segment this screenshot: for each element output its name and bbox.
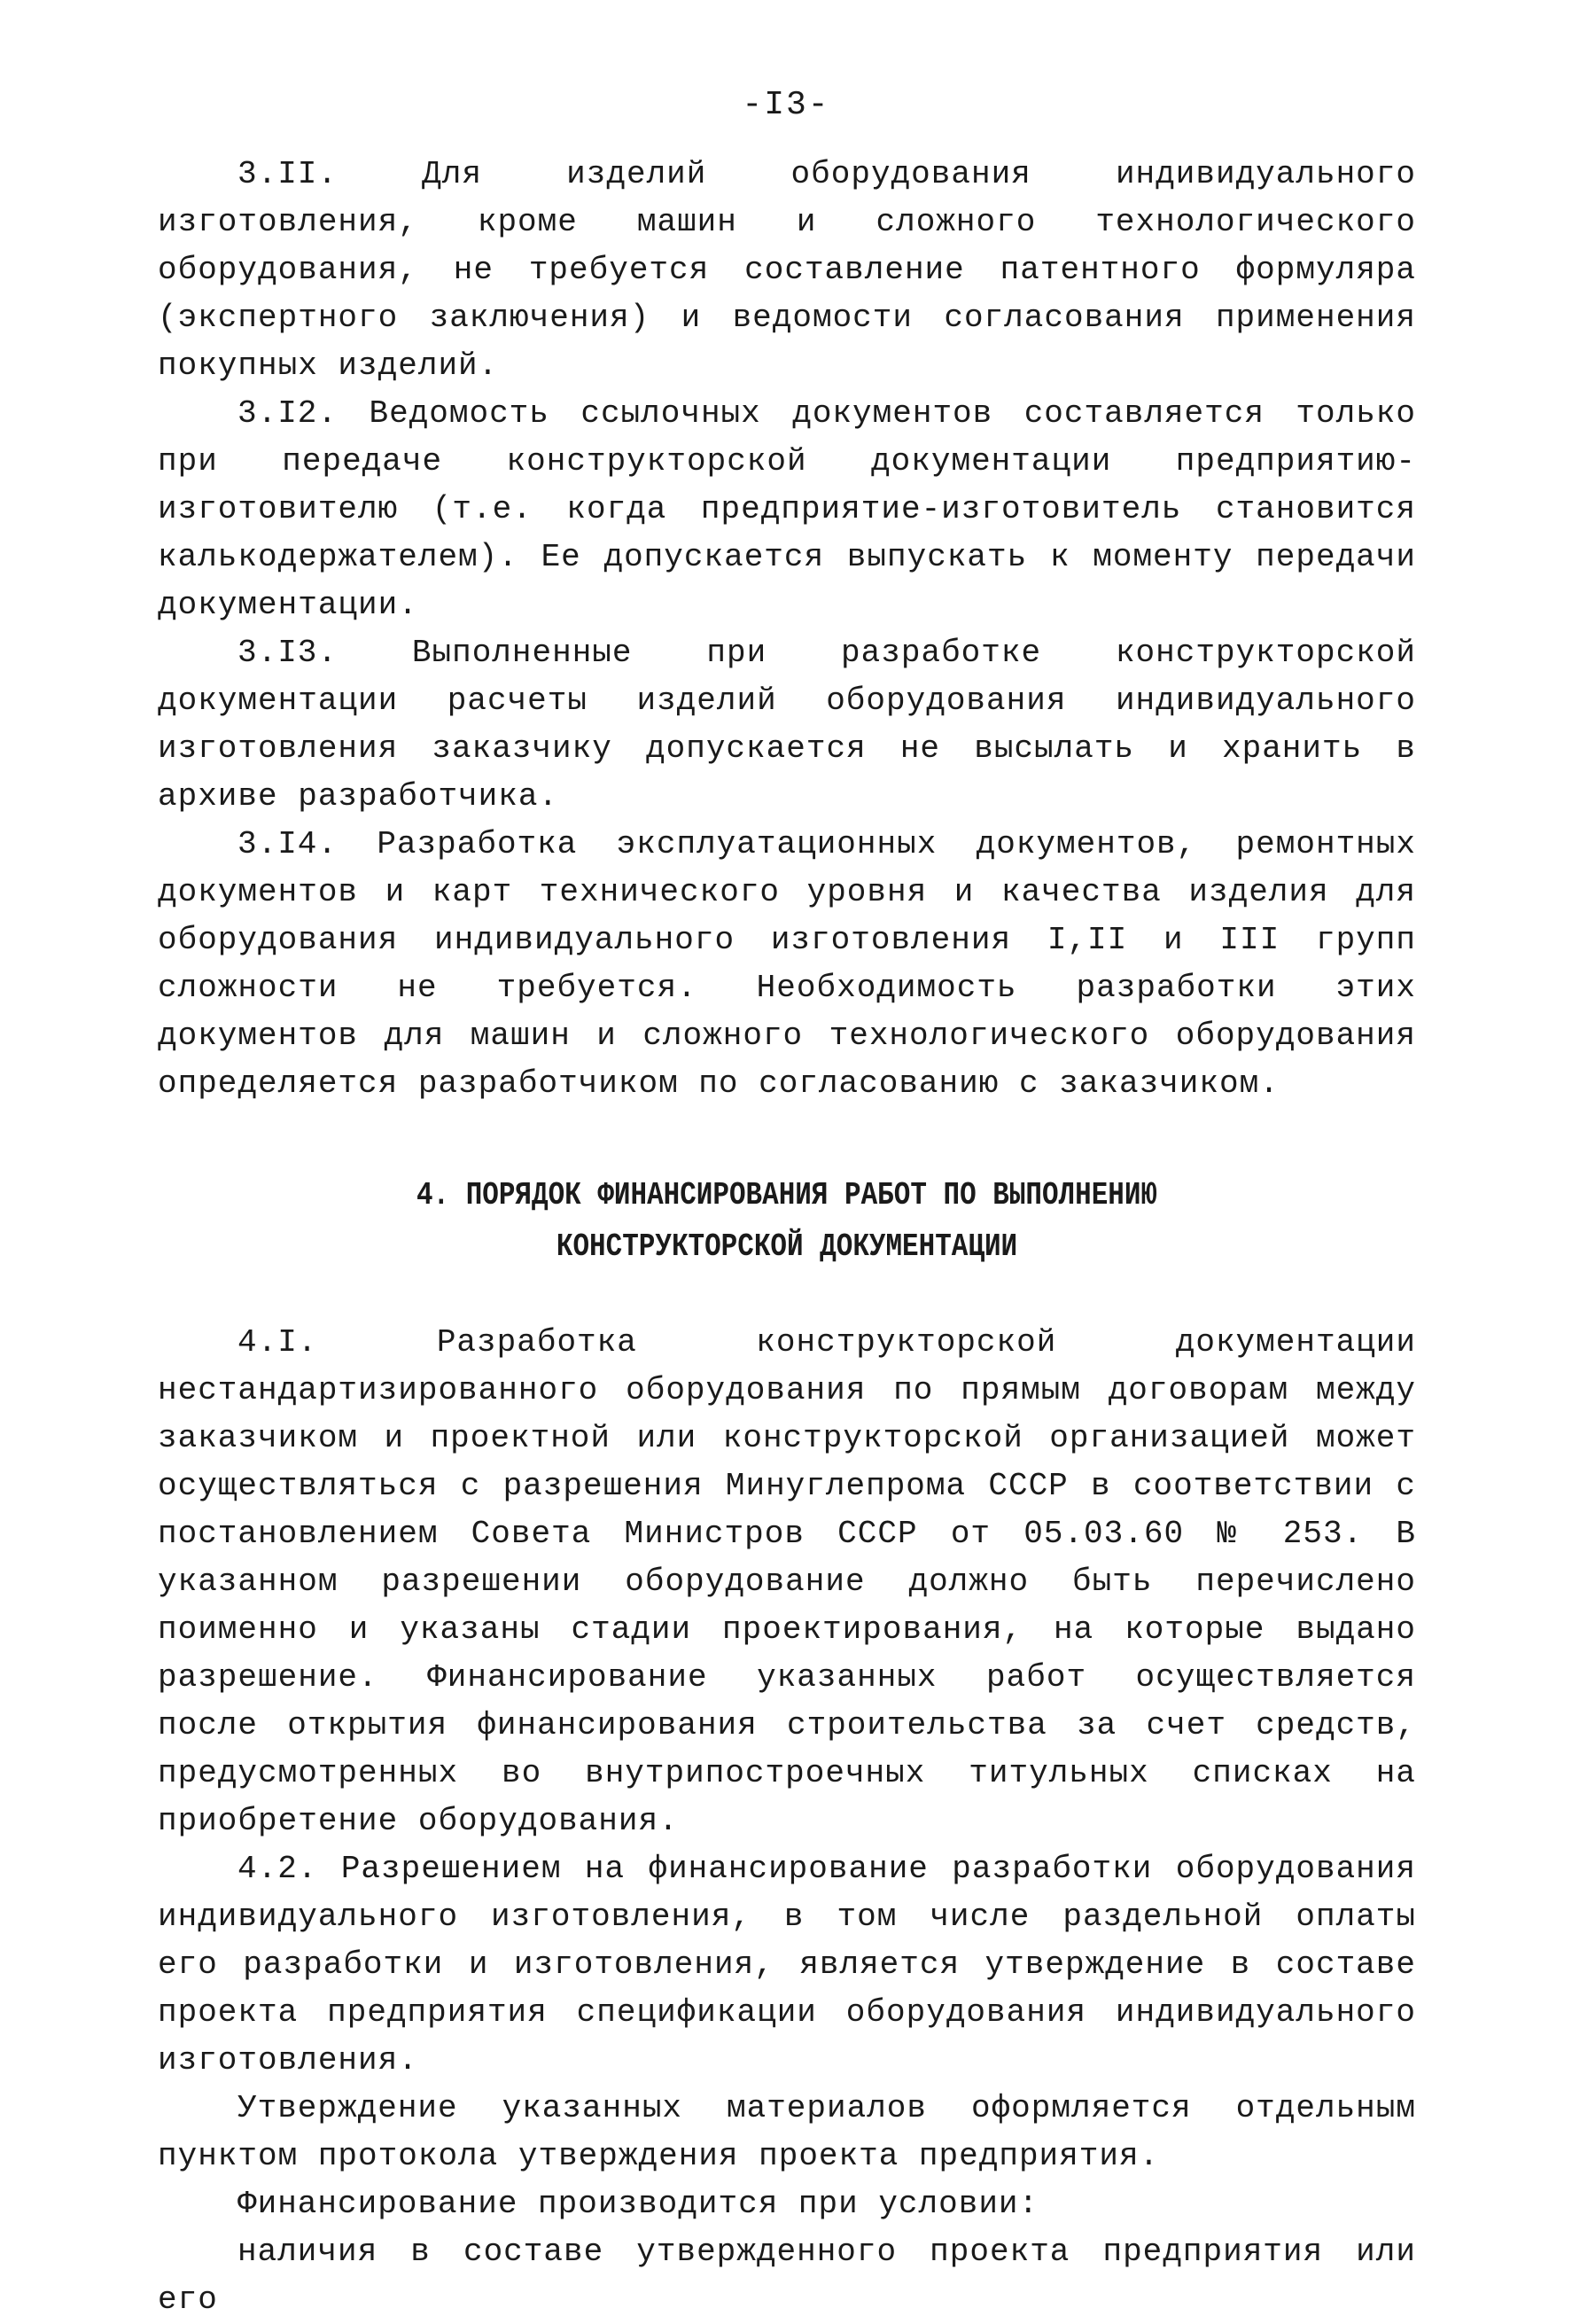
paragraph-4-2: 4.2. Разрешением на финансирование разработки оборудования индивидуального изготовления, в том числе раздельной оплаты его разработки и изготовления, является утверждение в составе проекта предприятия спецификации оборудования индивидуального изготовления. <box>158 1851 1416 2078</box>
section-4-heading <box>245 1170 1327 1273</box>
paragraph-3-14: 3.I4. Разработка эксплуатационных документов, ремонтных документов и карт технического уровня и качества изделия для оборудования индивидуального изготовления I,II и III групп сложности не требуется. Необходимость разработки этих документов для машин и сложного технологического оборудования определяется разработчиком по согласованию с заказчиком. <box>158 826 1416 1102</box>
section-4-heading-line-2: КОНСТРУКТОРСКОЙ ДОКУМЕНТАЦИИ <box>556 1228 1018 1265</box>
paragraph-financing-condition: Финансирование производится при условии: <box>237 2186 1039 2222</box>
paragraph-3-12: 3.I2. Ведомость ссылочных документов составляется только при передаче конструкторской документации предприятию-изготовителю (т.е. когда предприятие-изготовитель становится калькодержателем). Ее допускается выпускать к моменту передачи документации. <box>158 395 1416 623</box>
paragraph-approval-note: Утверждение указанных материалов оформляется отдельным пунктом протокола утверждения проекта предприятия. <box>158 2090 1416 2174</box>
paragraph-3-13: 3.I3. Выполненные при разработке конструкторской документации расчеты изделий оборудования индивидуального изготовления заказчику допускается не высылать и хранить в архиве разработчика. <box>158 635 1416 815</box>
paragraph-3-11: 3.II. Для изделий оборудования индивидуального изготовления, кроме машин и сложного технологического оборудования, не требуется составление патентного формуляра (экспертного заключения) и ведомости согласования применения покупных изделий. <box>158 156 1416 384</box>
section-4-heading-line-1: 4. ПОРЯДОК ФИНАНСИРОВАНИЯ РАБОТ ПО ВЫПОЛНЕНИЮ <box>416 1177 1158 1213</box>
document-body <box>158 151 1416 2324</box>
paragraph-continuation: наличия в составе утвержденного проекта предприятия или его <box>158 2234 1416 2318</box>
paragraph-4-1: 4.I. Разработка конструкторской документации нестандартизированного оборудования по прямым договорам между заказчиком и проектной или конструкторской организацией может осуществляться с разрешения Минуглепрома СССР в соответствии с постановлением Совета Министров СССР от 05.03.60 № 253. В указанном разрешении оборудование должно быть перечислено поименно и указаны стадии проектирования, на которые выдано разрешение. Финансирование указанных работ осуществляется после открытия финансирования строительства за счет средств, предусмотренных во внутрипостроечных титульных списках на приобретение оборудования. <box>158 1324 1416 1839</box>
page-number: -I3- <box>742 86 830 124</box>
